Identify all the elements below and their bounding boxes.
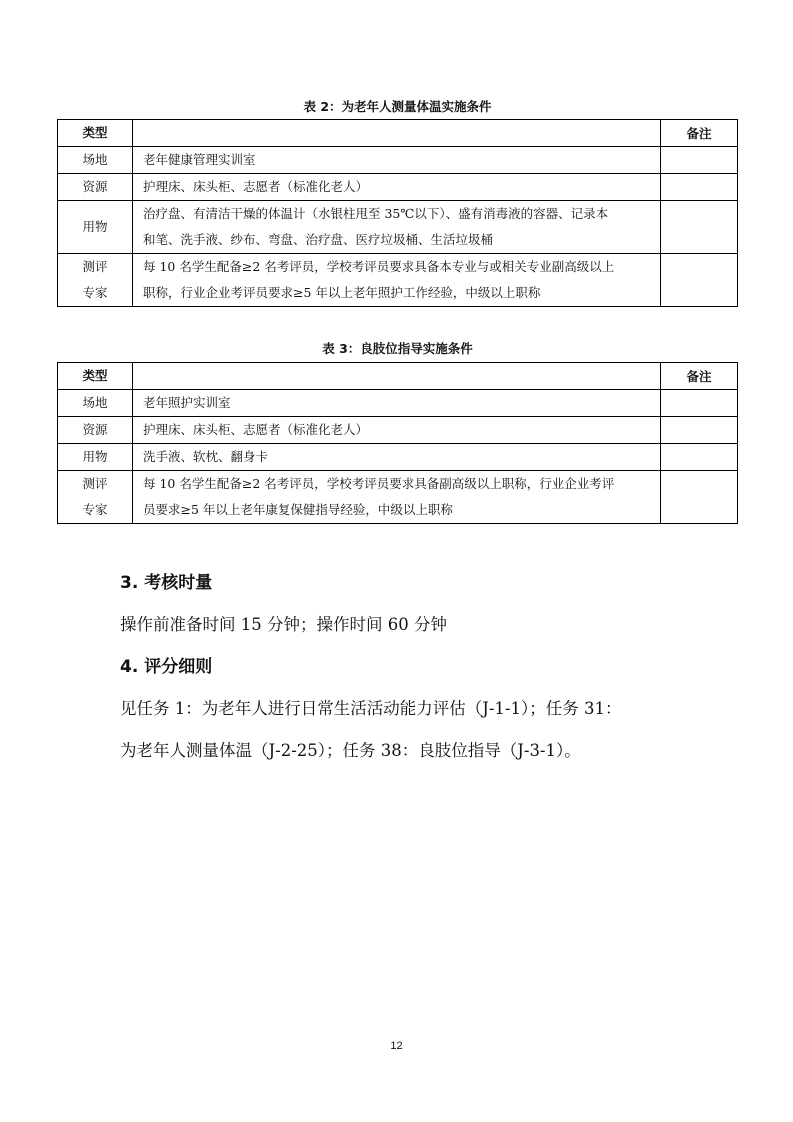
section4-heading: 4. 评分细则 bbox=[120, 657, 213, 677]
table-row bbox=[58, 471, 738, 524]
table2-header-type: 类型 bbox=[58, 120, 133, 147]
row-type: 资源 bbox=[58, 417, 133, 444]
row-note bbox=[661, 390, 738, 417]
row-note bbox=[661, 471, 738, 524]
row-content: 每 10 名学生配备≥2 名考评员，学校考评员要求具备本专业与或相关专业副高级以上 职称，行业企业考评员要求≥5 年以上老年照护工作经验，中级以上职称 bbox=[133, 254, 661, 307]
table2-header-row bbox=[58, 120, 738, 147]
row-note bbox=[661, 174, 738, 201]
table3-header-content bbox=[133, 363, 661, 390]
table-row bbox=[58, 390, 738, 417]
row-type: 场地 bbox=[58, 390, 133, 417]
table-row bbox=[58, 417, 738, 444]
row-content: 洗手液、软枕、翻身卡 bbox=[133, 444, 661, 471]
table2 bbox=[57, 119, 738, 307]
row-type: 测评 专家 bbox=[58, 254, 133, 307]
table-row bbox=[58, 147, 738, 174]
table-row bbox=[58, 444, 738, 471]
row-content: 治疗盘、有清洁干燥的体温计（水银柱甩至 35℃以下）、盛有消毒液的容器、记录本 和笔、洗手液、纱布、弯盘、治疗盘、医疗垃圾桶、生活垃圾桶 bbox=[133, 201, 661, 254]
row-note bbox=[661, 201, 738, 254]
section3-heading: 3. 考核时量 bbox=[120, 573, 213, 593]
row-type: 场地 bbox=[58, 147, 133, 174]
section3-text: 操作前准备时间 15 分钟；操作时间 60 分钟 bbox=[120, 615, 447, 634]
row-note bbox=[661, 417, 738, 444]
row-type: 用物 bbox=[58, 201, 133, 254]
table3 bbox=[57, 362, 738, 524]
table2-header-content bbox=[133, 120, 661, 147]
row-content: 护理床、床头柜、志愿者（标准化老人） bbox=[133, 417, 661, 444]
page-number: 12 bbox=[390, 1040, 403, 1052]
section4-line-1: 见任务 1：为老年人进行日常生活活动能力评估（J-1-1）；任务 31： bbox=[120, 699, 622, 718]
row-content: 老年健康管理实训室 bbox=[133, 147, 661, 174]
row-type: 资源 bbox=[58, 174, 133, 201]
table2-header-note: 备注 bbox=[661, 120, 738, 147]
table-row bbox=[58, 201, 738, 254]
row-note bbox=[661, 254, 738, 307]
table2-caption: 表 2：为老年人测量体温实施条件 bbox=[303, 99, 492, 114]
row-content: 每 10 名学生配备≥2 名考评员，学校考评员要求具备副高级以上职称，行业企业考评 员要求≥5 年以上老年康复保健指导经验，中级以上职称 bbox=[133, 471, 661, 524]
table-row bbox=[58, 254, 738, 307]
row-type: 测评 专家 bbox=[58, 471, 133, 524]
table3-header-row bbox=[58, 363, 738, 390]
row-type: 用物 bbox=[58, 444, 133, 471]
table3-caption: 表 3：良肢位指导实施条件 bbox=[322, 341, 473, 356]
row-note bbox=[661, 147, 738, 174]
row-note bbox=[661, 444, 738, 471]
section4-line-2: 为老年人测量体温（J-2-25）；任务 38：良肢位指导（J-3-1）。 bbox=[120, 741, 581, 760]
row-content: 老年照护实训室 bbox=[133, 390, 661, 417]
table3-header-note: 备注 bbox=[661, 363, 738, 390]
table-row bbox=[58, 174, 738, 201]
table3-header-type: 类型 bbox=[58, 363, 133, 390]
row-content: 护理床、床头柜、志愿者（标准化老人） bbox=[133, 174, 661, 201]
